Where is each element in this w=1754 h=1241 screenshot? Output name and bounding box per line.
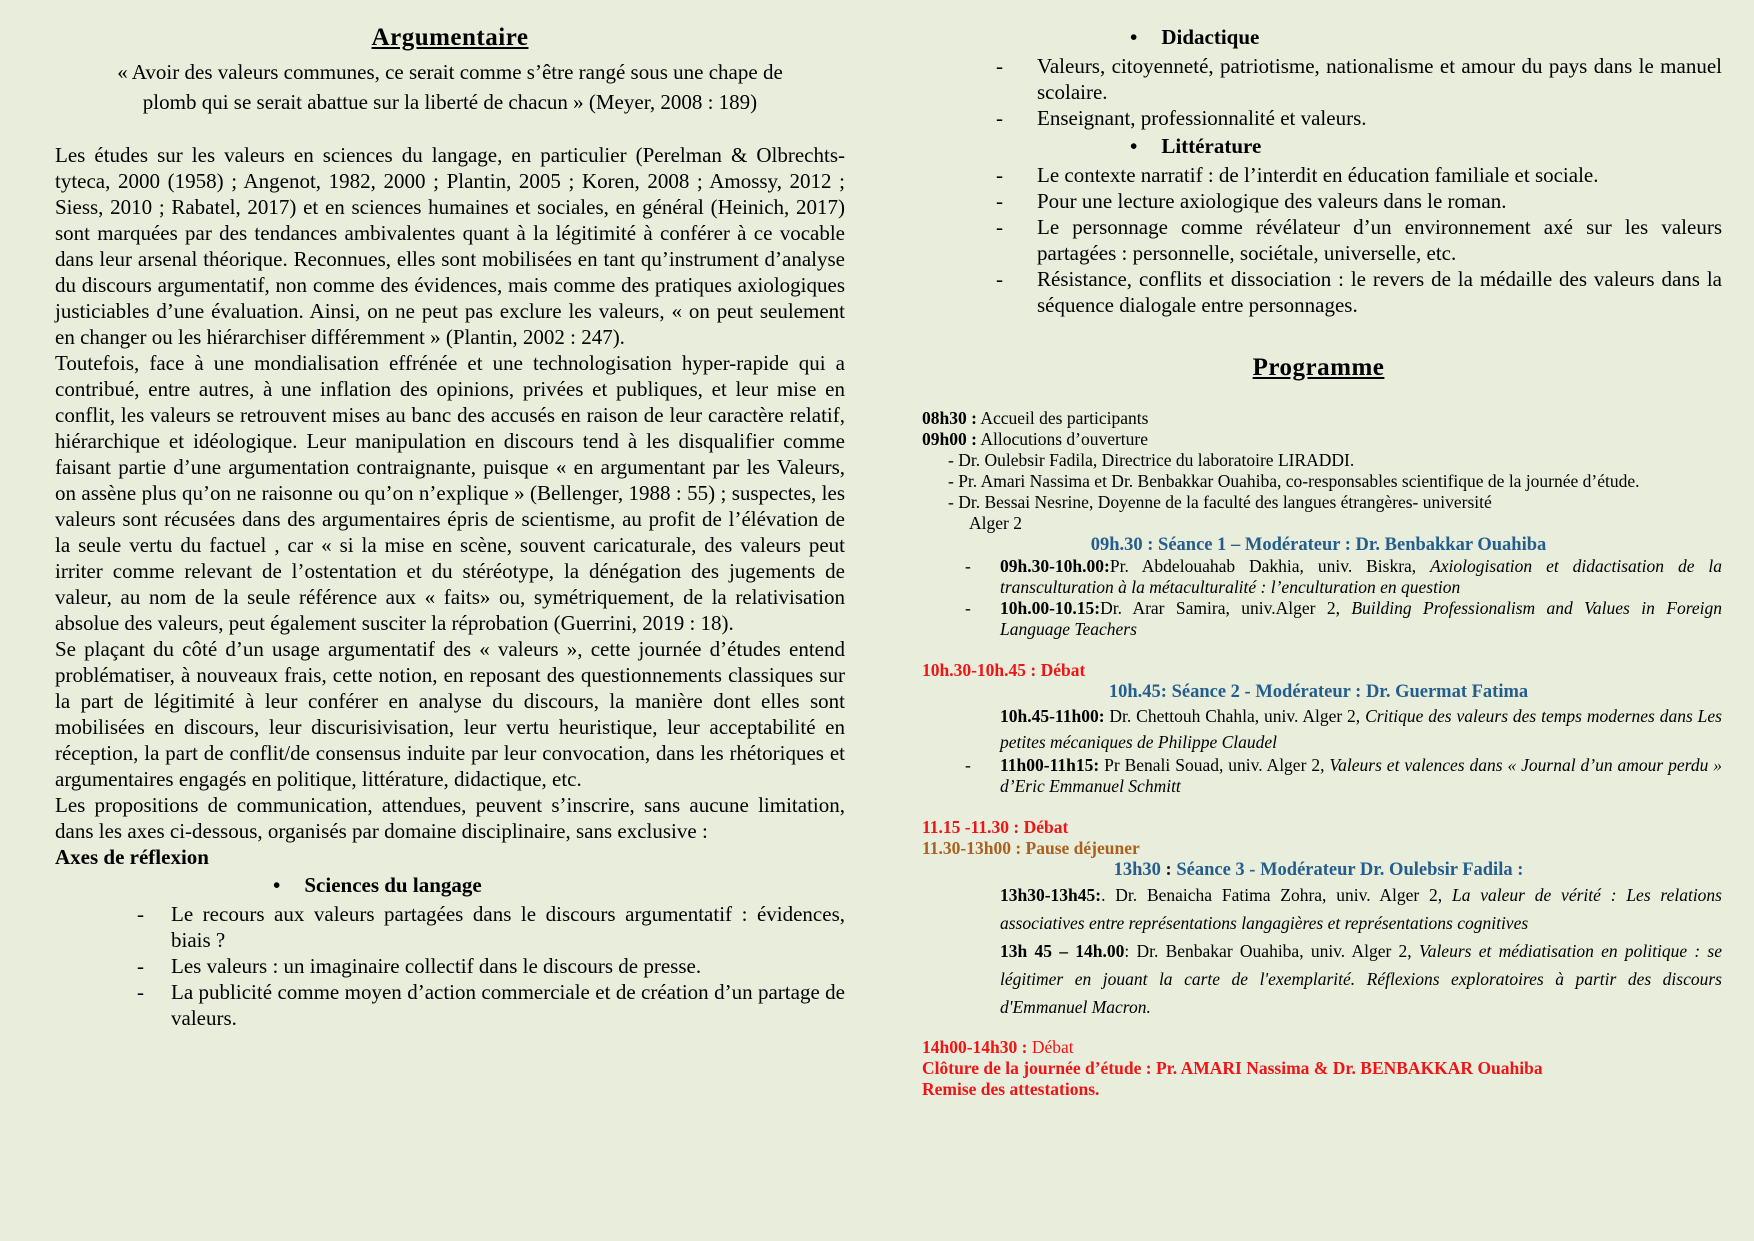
time-label: 10h.00-10.15: (1000, 598, 1101, 618)
seance-3-heading (922, 859, 1715, 881)
talk-item (822, 881, 1722, 937)
debat-3-line (922, 1037, 1722, 1058)
talk-item (822, 556, 1722, 598)
section-didactique (1130, 24, 1722, 51)
opening-speaker: - Dr. Bessai Nesrine, Doyenne de la faculté des langues étrangères- université (948, 492, 1492, 512)
time-label: 13h30-13h45: (1000, 885, 1102, 905)
list-item: - Résistance, conflits et dissociation : le revers de la médaille des valeurs dans la séquence dialogale entre personnages. (822, 266, 1722, 318)
talk-item (822, 703, 1722, 755)
bullet-icon: • (1130, 134, 1138, 158)
closing-line: Remise des attestations. (922, 1079, 1100, 1099)
opening-speaker-continued: Alger 2 (969, 513, 1022, 533)
list-item: - Enseignant, professionnalité et valeurs. (822, 105, 1722, 131)
quote-line-1: « Avoir des valeurs communes, ce serait comme s’être rangé sous une chape de (117, 60, 783, 84)
seance-2-heading: 10h.45: Séance 2 - Modérateur : Dr. Guermat Fatima (1108, 682, 1529, 702)
programme-title: Programme (1252, 354, 1385, 381)
talk-item (822, 755, 1722, 797)
section-title: Didactique (1161, 25, 1260, 49)
speaker-name: Pr. Abdelouahab Dakhia, univ. Biskra, (1109, 556, 1431, 576)
speaker-name: Dr. Arar Samira, univ.Alger 2, (1100, 598, 1352, 618)
pause-dejeuner-line: 11.30-13h00 : Pause déjeuner (922, 838, 1140, 858)
list-item: - Le recours aux valeurs partagées dans le discours argumentatif : évidences, biais ? (55, 901, 845, 953)
talk-title: Valeurs et valences dans « Journal d’un amour perdu » d’Eric Emmanuel Schmitt (1000, 755, 1722, 796)
paragraph: Toutefois, face à une mondialisation effrénée et une technologisation hyper-rapide qui a contribué, entre autres, à une inflation des opinions, privées et publiques, et leur mise en conflit, les valeurs se retrouvent mises au banc des accusés en raison de leur caractère relatif, hiérarchique et idéologique. Leur manipulation en discours tend à les disqualifier comme faisant partie d’une argumentation contraignante, puisque « en argumentant par les Valeurs, on assène plus qu’on ne raisonne ou qu’on n’explique » (Bellenger, 1988 : 55) ; suspectes, les valeurs sont récusées dans des argumentaires épris de scientisme, au profit de l’élévation de la seule vertu du factuel , car « si la mise en scène, souvent caricaturale, des valeurs peut irriter comme relevant de l’ostentation et du stéréotype, la dénégation des jugements de valeur, au nom de la seule référence aux « faits» ou, symétriquement, de la relativisation absolue des valeurs, peut également susciter la réprobation (Guerrini, 2019 : 18). (55, 351, 845, 635)
talk-item (822, 937, 1722, 1021)
time-label: 13h 45 – 14h.00 (1000, 941, 1125, 961)
right-column (822, 0, 1722, 1100)
debat-1-line: 10h.30-10h.45 : Débat (922, 660, 1086, 680)
bullet-icon: • (273, 873, 281, 897)
talk-title: La valeur de vérité : Les relations associatives entre représentations langagières et représentations cognitives (1000, 885, 1722, 933)
speaker-name: Dr. Chettouh Chahla, univ. Alger 2, (1104, 706, 1366, 726)
talk-title: Critique des valeurs des temps modernes dans Les petites mécaniques de Philippe Claudel (1000, 706, 1722, 752)
talk-item (822, 598, 1722, 640)
quote-line-2: plomb qui se serait abattue sur la liberté de chacun » (Meyer, 2008 : 189) (142, 90, 758, 114)
list-item: - Le personnage comme révélateur d’un environnement axé sur les valeurs partagées : personnelle, sociétale, universelle, etc. (822, 214, 1722, 266)
time-label: 09h00 : (922, 429, 977, 449)
debat-2-line: 11.15 -11.30 : Débat (922, 817, 1069, 837)
section-title: Littérature (1161, 134, 1262, 158)
axes-heading: Axes de réflexion (55, 845, 209, 869)
seance-1-heading: 09h.30 : Séance 1 – Modérateur : Dr. Benbakkar Ouahiba (1090, 535, 1547, 555)
event-text: Allocutions d’ouverture (976, 429, 1149, 449)
talk-title: Building Professionalism and Values in Foreign Language Teachers (1000, 598, 1722, 639)
time-label: 08h30 : (922, 408, 977, 428)
bullet-icon: • (1130, 25, 1138, 49)
schedule-line-0830 (922, 408, 1722, 429)
programme-schedule (822, 408, 1722, 1100)
list-item: - Les valeurs : un imaginaire collectif dans le discours de presse. (55, 953, 845, 979)
event-text: Accueil des participants (976, 408, 1149, 428)
section-title: Sciences du langage (304, 873, 482, 897)
paragraph: Les propositions de communication, attendues, peuvent s’inscrire, sans aucune limitation, dans les axes ci-dessous, organisés par domaine disciplinaire, sans exclusive : (55, 793, 845, 843)
list-item: - Valeurs, citoyenneté, patriotisme, nationalisme et amour du pays dans le manuel scolaire. (822, 53, 1722, 105)
time-label: 11h00-11h15: (1000, 755, 1100, 775)
schedule-line-0900 (922, 429, 1722, 450)
time-label: 09h.30-10h.00: (1000, 556, 1110, 576)
section-litterature (1130, 133, 1722, 160)
left-column (55, 0, 845, 1031)
section-sciences-du-langage (273, 872, 845, 899)
opening-speaker: - Dr. Oulebsir Fadila, Directrice du laboratoire LIRADDI. (948, 450, 1355, 470)
talk-title: Valeurs et médiatisation en politique : se légitimer en jouant la carte de l'exemplarité. Réflexions exploratoires à partir des discours d'Emmanuel Macron. (1000, 941, 1722, 1017)
speaker-name: : Dr. Benbakar Ouahiba, univ. Alger 2, (1124, 941, 1419, 961)
epigraph-quote (55, 57, 845, 117)
heading-text: Séance 3 - Modérateur Dr. Oulebsir Fadila : (1176, 860, 1524, 880)
speaker-name: . Dr. Benaicha Fatima Zohra, univ. Alger 2, (1101, 885, 1452, 905)
paragraph: Se plaçant du côté d’un usage argumentatif des « valeurs », cette journée d’études entend problématiser, à nouveaux frais, cette notion, en reposant des questionnements classiques sur la part de légitimité à leur conférer en analyse du discours, la manière dont elles sont mobilisées en discours, leur discurisivisation, leur vertu heuristique, leur acceptabilité en réception, la part de conflit/de consensus induite par leur convocation, dans les rhétoriques et argumentaires engagés en politique, littérature, didactique, etc. (55, 637, 845, 791)
closing-line: Clôture de la journée d’étude : Pr. AMARI Nassima & Dr. BENBAKKAR Ouahiba (922, 1058, 1543, 1078)
list-item: - La publicité comme moyen d’action commerciale et de création d’un partage de valeurs. (55, 979, 845, 1031)
opening-speaker: - Pr. Amari Nassima et Dr. Benbakkar Ouahiba, co-responsables scientifique de la journée d’étude. (948, 471, 1640, 491)
speaker-name: Pr Benali Souad, univ. Alger 2, (1099, 755, 1330, 775)
list-item: - Pour une lecture axiologique des valeurs dans le roman. (822, 188, 1722, 214)
talk-title: Axiologisation et didactisation de la transculturation à la métaculturalité : l’enculturation en question (1000, 556, 1722, 597)
paragraph: Les études sur les valeurs en sciences du langage, en particulier (Perelman & Olbrechts-tyteca, 2000 (1958) ; Angenot, 1982, 2000 ; Plantin, 2005 ; Koren, 2008 ; Amossy, 2012 ; Siess, 2010 ; Rabatel, 2017) et en sciences humaines et sociales, en général (Heinich, 2017) sont marquées par des tendances ambivalentes quant à la légitimité à conférer à ce vocable dans leur arsenal théorique. Reconnues, elles sont mobilisées en tant qu’instrument d’analyse du discours argumentatif, non comme des évidences, mais comme des pratiques axiologiques justiciables d’une évaluation. Ainsi, on ne peut pas exclure les valeurs, « on peut seulement en changer ou les hiérarchiser différemment » (Plantin, 2002 : 247). (55, 143, 845, 349)
event-text: Débat (1027, 1037, 1074, 1057)
time-label: 14h00-14h30 : (922, 1037, 1028, 1057)
time-label: 10h.45-11h00: (1000, 706, 1105, 726)
separator: : (1160, 860, 1177, 880)
list-item: - Le contexte narratif : de l’interdit en éducation familiale et sociale. (822, 162, 1722, 188)
argumentaire-title: Argumentaire (371, 24, 529, 51)
time-label: 13h30 (1113, 860, 1161, 880)
